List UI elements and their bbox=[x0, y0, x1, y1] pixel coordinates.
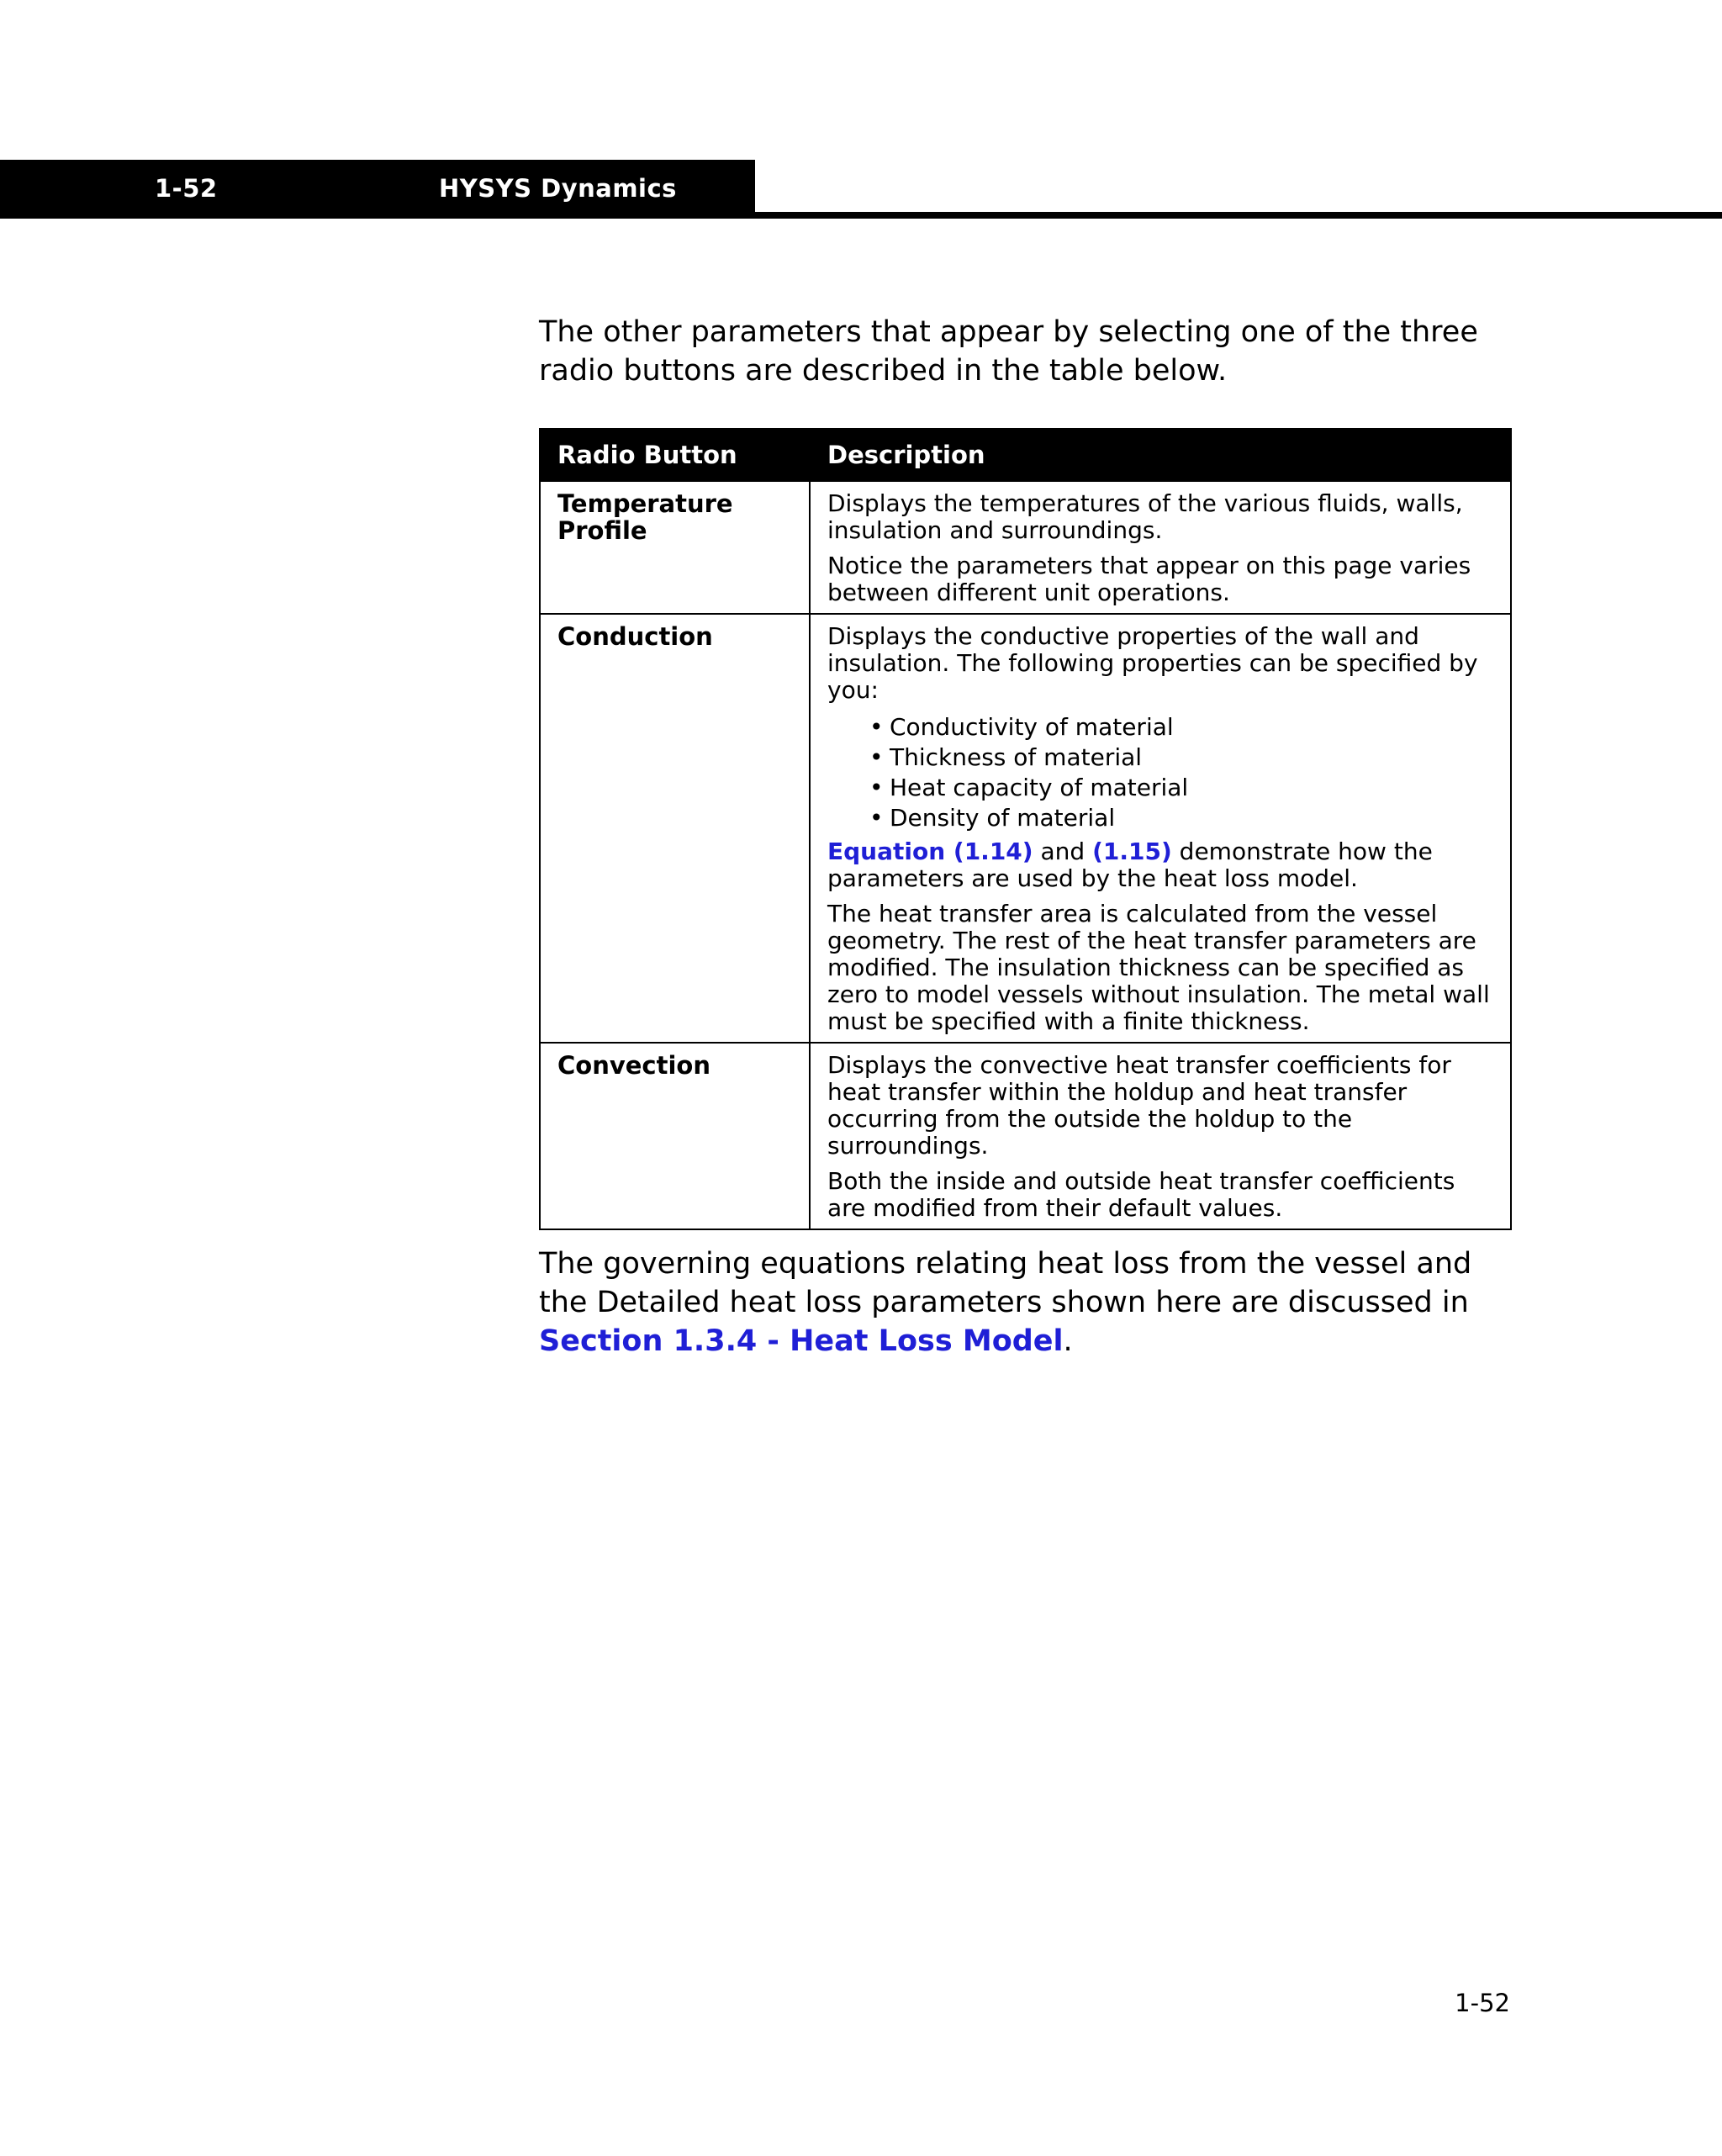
intro-paragraph: The other parameters that appear by selecting one of the three radio buttons are described in the table below. bbox=[539, 315, 1478, 388]
outro-tail: . bbox=[1063, 1324, 1073, 1358]
description-paragraph: Notice the parameters that appear on this page varies between different unit operations. bbox=[827, 552, 1471, 606]
description-paragraph: Displays the convective heat transfer coefficients for heat transfer within the holdup and heat transfer occurring from the outside the holdup to the surroundings. bbox=[827, 1051, 1451, 1160]
property-list bbox=[827, 712, 1493, 833]
description-cell bbox=[810, 1043, 1511, 1229]
description-paragraph: Displays the temperatures of the various fluids, walls, insulation and surroundings. bbox=[827, 489, 1463, 544]
description-paragraph: The heat transfer area is calculated from the vessel geometry. The rest of the heat transfer parameters are modified. The insulation thickness can be specified as zero to model vessels without insulation. The metal wall must be specified with a finite thickness. bbox=[827, 900, 1490, 1035]
equation-rest-text: demonstrate how the parameters are used by the heat loss model. bbox=[827, 838, 1433, 892]
description-cell bbox=[810, 481, 1511, 614]
table-row bbox=[540, 481, 1511, 614]
outro-text: The governing equations relating heat loss from the vessel and the Detailed heat loss parameters shown here are discussed in bbox=[539, 1247, 1472, 1319]
column-header-description: Description bbox=[810, 429, 1511, 481]
header-page-number: 1-52 bbox=[155, 174, 218, 203]
description-cell bbox=[810, 614, 1511, 1043]
equation-1-14-link[interactable]: Equation (1.14) bbox=[827, 838, 1033, 865]
list-item: • Density of material bbox=[869, 803, 1493, 833]
list-item: • Heat capacity of material bbox=[869, 773, 1493, 803]
description-paragraph: Both the inside and outside heat transfer coefficients are modified from their default values. bbox=[827, 1167, 1455, 1222]
table-header-row bbox=[540, 429, 1511, 481]
equation-and-text: and bbox=[1040, 838, 1085, 865]
table-row bbox=[540, 1043, 1511, 1229]
list-item: • Conductivity of material bbox=[869, 712, 1493, 742]
radio-button-name: Conduction bbox=[540, 614, 810, 1043]
outro-paragraph bbox=[539, 1244, 1514, 1361]
equation-paragraph bbox=[827, 838, 1493, 892]
header-rule bbox=[0, 212, 1722, 219]
list-item: • Thickness of material bbox=[869, 742, 1493, 773]
section-heat-loss-model-link[interactable]: Section 1.3.4 - Heat Loss Model bbox=[539, 1324, 1064, 1358]
table-row bbox=[540, 614, 1511, 1043]
radio-button-name: Temperature Profile bbox=[540, 481, 810, 614]
footer-page-number: 1-52 bbox=[1455, 1989, 1510, 2017]
description-paragraph: Displays the conductive properties of the wall and insulation. The following properties can be specified by you: bbox=[827, 622, 1478, 704]
column-header-radio-button: Radio Button bbox=[540, 429, 810, 481]
radio-button-name: Convection bbox=[540, 1043, 810, 1229]
radio-button-table bbox=[539, 428, 1512, 1230]
header-title: HYSYS Dynamics bbox=[439, 174, 677, 203]
equation-1-15-link[interactable]: (1.15) bbox=[1092, 838, 1172, 865]
